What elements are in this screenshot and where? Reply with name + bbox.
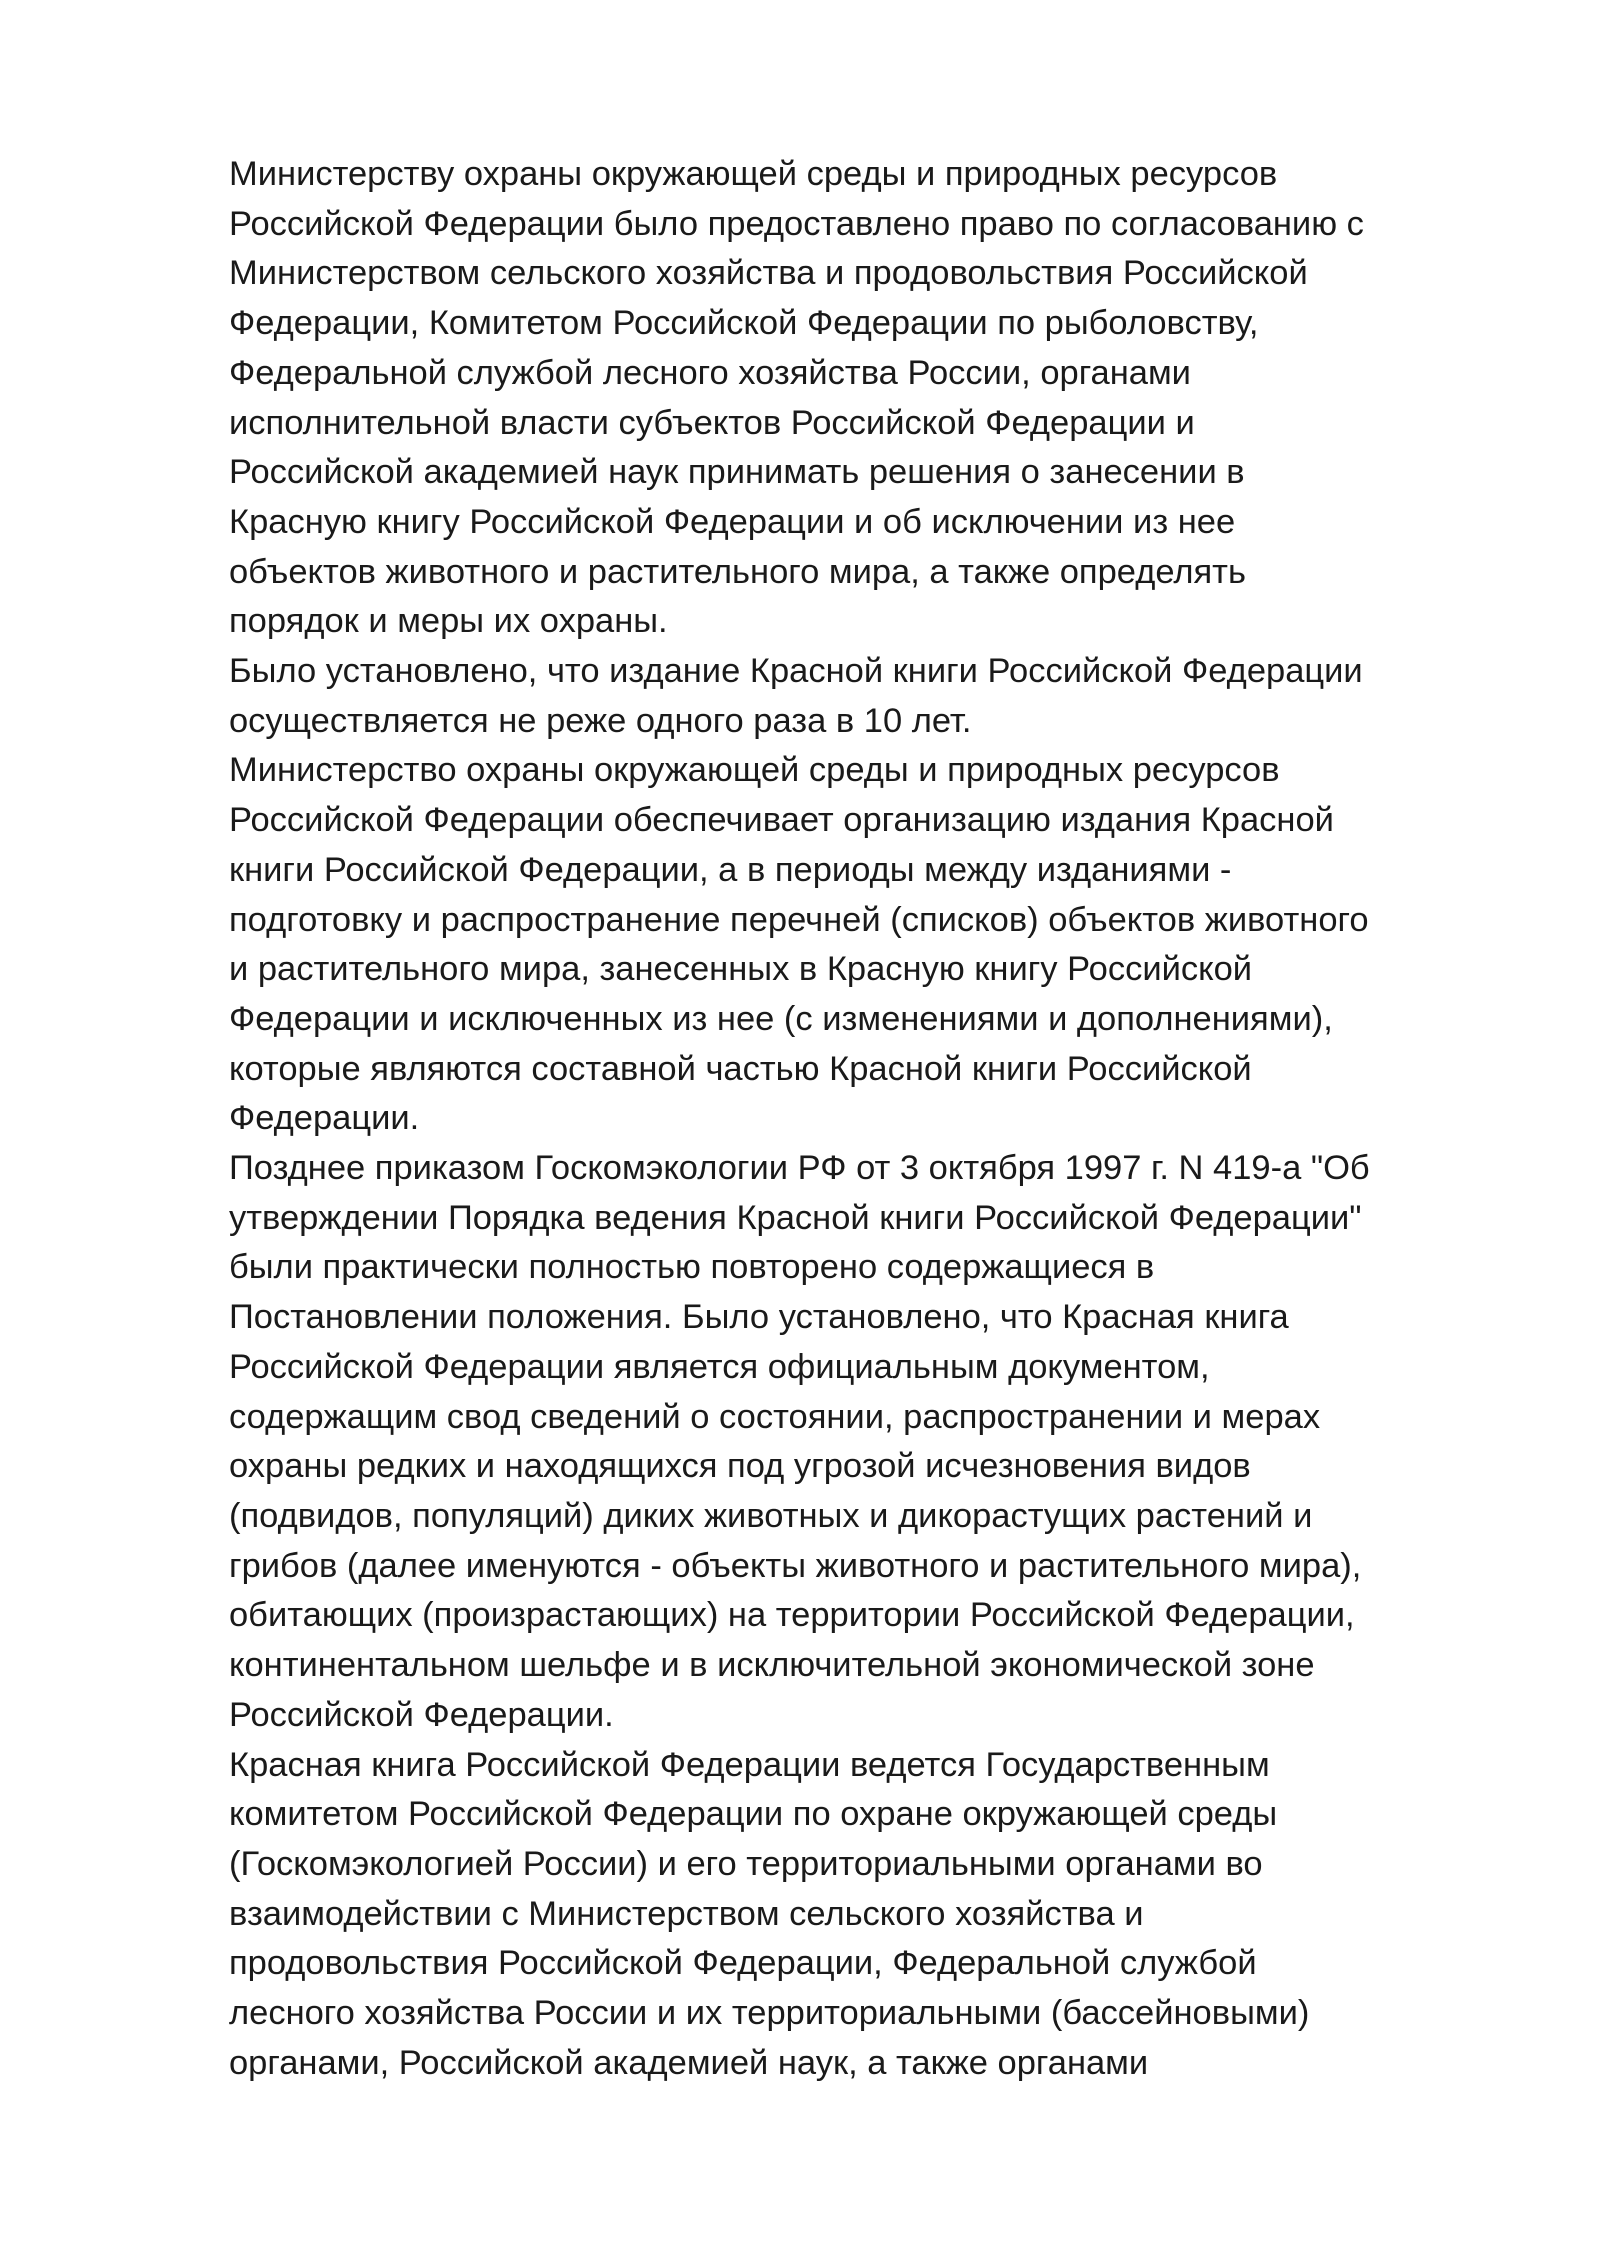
text-line: Федерации. — [229, 1099, 420, 1138]
text-line: Министерством сельского хозяйства и продовольствия Российской — [229, 254, 1308, 293]
text-line: книги Российской Федерации, а в периоды между изданиями - — [229, 850, 1232, 889]
text-line: были практически полностью повторено содержащиеся в — [229, 1248, 1155, 1287]
text-line: обитающих (произрастающих) на территории Российской Федерации, — [229, 1596, 1355, 1635]
text-line: порядок и меры их охраны. — [229, 602, 668, 641]
text-line: континентальном шельфе и в исключительной экономической зоне — [229, 1646, 1315, 1685]
text-line: Министерство охраны окружающей среды и природных ресурсов — [229, 751, 1280, 790]
text-line: Российской Федерации было предоставлено право по согласованию с — [229, 204, 1364, 243]
text-line: Российской Федерации является официальным документом, — [229, 1347, 1210, 1386]
text-line: Было установлено, что издание Красной книги Российской Федерации — [229, 652, 1363, 691]
text-line: которые являются составной частью Красной книги Российской — [229, 1049, 1252, 1088]
text-line: (Госкомэкологией России) и его территориальными органами во — [229, 1844, 1263, 1883]
document-body-text — [229, 150, 1529, 2088]
text-line: подготовку и распространение перечней (списков) объектов животного — [229, 900, 1369, 939]
text-line: Красную книгу Российской Федерации и об исключении из нее — [229, 502, 1236, 541]
text-line: утверждении Порядка ведения Красной книги Российской Федерации" — [229, 1198, 1362, 1237]
text-line: объектов животного и растительного мира, а также определять — [229, 552, 1246, 591]
text-line: исполнительной власти субъектов Российской Федерации и — [229, 403, 1195, 442]
text-line: Федерации, Комитетом Российской Федерации по рыболовству, — [229, 304, 1259, 343]
text-line: взаимодействии с Министерством сельского хозяйства и — [229, 1894, 1144, 1933]
text-line: Министерству охраны окружающей среды и природных ресурсов — [229, 155, 1278, 193]
text-line: продовольствия Российской Федерации, Федеральной службой — [229, 1944, 1257, 1983]
text-line: Федеральной службой лесного хозяйства России, органами — [229, 353, 1191, 392]
text-line: грибов (далее именуются - объекты животного и растительного мира), — [229, 1546, 1362, 1585]
text-line: лесного хозяйства России и их территориальными (бассейновыми) — [229, 1994, 1310, 2033]
text-line: Красная книга Российской Федерации ведется Государственным — [229, 1745, 1270, 1784]
text-line: Позднее приказом Госкомэкологии РФ от 3 октября 1997 г. N 419-а "Об — [229, 1149, 1370, 1188]
text-line: содержащим свод сведений о состоянии, распространении и мерах — [229, 1397, 1321, 1436]
text-line: охраны редких и находящихся под угрозой исчезновения видов — [229, 1447, 1251, 1486]
text-line: Российской академией наук принимать решения о занесении в — [229, 453, 1245, 492]
text-line: Федерации и исключенных из нее (с изменениями и дополнениями), — [229, 999, 1333, 1038]
text-line: (подвидов, популяций) диких животных и дикорастущих растений и — [229, 1496, 1313, 1535]
text-line: органами, Российской академией наук, а также органами — [229, 2043, 1149, 2082]
text-line: Российской Федерации обеспечивает организацию издания Красной — [229, 801, 1334, 840]
text-line: Российской Федерации. — [229, 1695, 614, 1734]
text-line: и растительного мира, занесенных в Красную книгу Российской — [229, 950, 1253, 989]
text-line: Постановлении положения. Было установлено, что Красная книга — [229, 1298, 1289, 1337]
text-line: осуществляется не реже одного раза в 10 лет. — [229, 701, 972, 740]
text-line: комитетом Российской Федерации по охране окружающей среды — [229, 1795, 1278, 1834]
